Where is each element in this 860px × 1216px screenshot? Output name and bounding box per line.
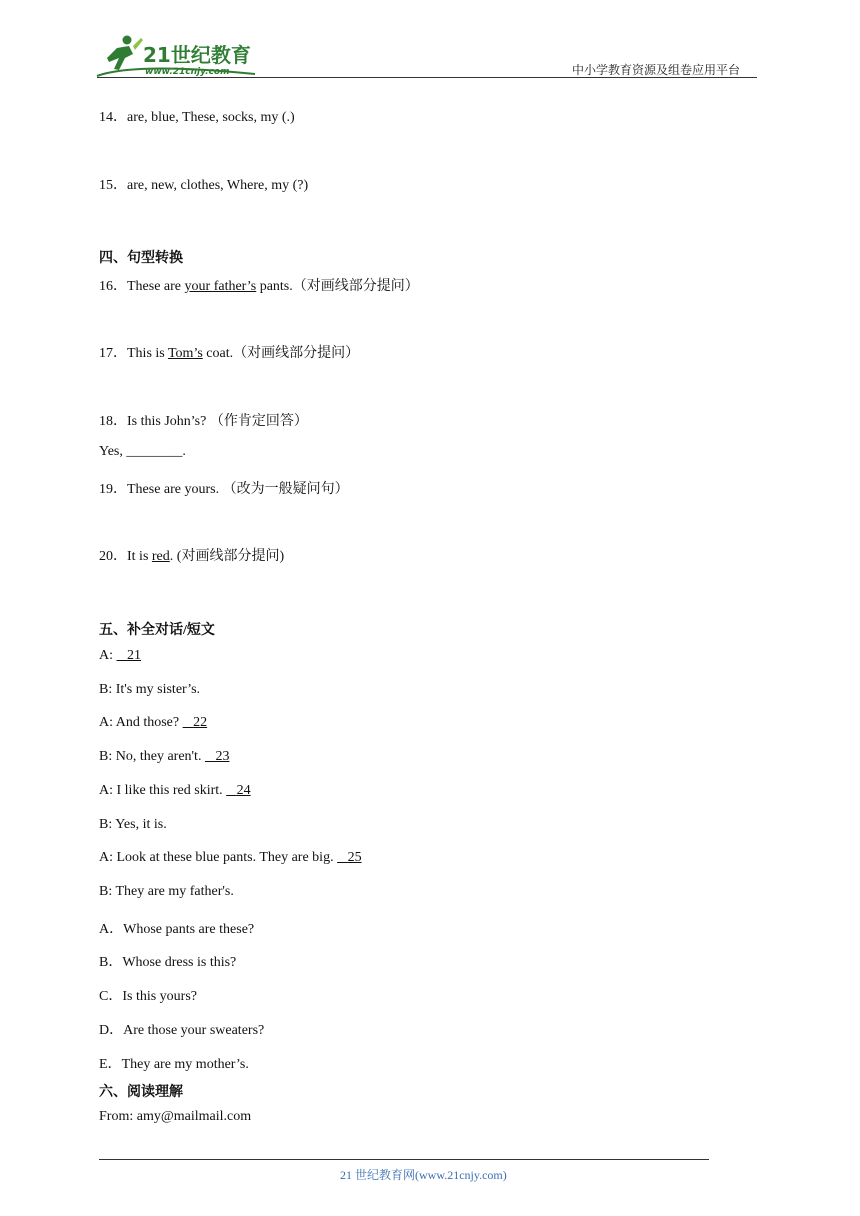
dialogue-blank: 22 — [193, 715, 208, 730]
question-text: are, blue, These, socks, my (.) — [127, 110, 295, 125]
dialogue-line — [99, 850, 362, 866]
question-20 — [99, 545, 284, 565]
dialogue-text: B: Yes, it is. — [99, 817, 167, 832]
question-14 — [99, 106, 295, 126]
section-title-5: 五、补全对话/短文 — [99, 623, 215, 638]
dialogue-text: A: — [99, 648, 117, 663]
dialogue-line — [99, 749, 229, 765]
section-title-4: 四、句型转换 — [99, 251, 183, 266]
option-item — [99, 951, 236, 971]
dialogue-text: A: And those? — [99, 715, 183, 730]
dialogue-text: A: Look at these blue pants. They are big. — [99, 850, 338, 865]
option-letter: D． — [99, 1023, 124, 1038]
question-instruction: coat.（对画线部分提问） — [202, 346, 360, 361]
option-text: Whose dress is this? — [122, 955, 237, 970]
question-number: 15． — [99, 178, 127, 193]
question-15 — [99, 174, 308, 194]
site-tagline: 中小学教育资源及组卷应用平台 — [572, 63, 741, 77]
option-text: Whose pants are these? — [123, 922, 255, 937]
underlined-phrase: Tom’s — [167, 346, 203, 361]
question-number: 19． — [99, 482, 127, 497]
question-text: are, new, clothes, Where, my (?) — [127, 178, 309, 193]
answer-prefix: Yes, — [99, 444, 127, 459]
question-17 — [99, 342, 359, 362]
dialogue-line — [99, 715, 207, 731]
question-number: 17． — [99, 346, 127, 361]
question-text: It is — [127, 549, 152, 564]
option-letter: B． — [99, 955, 123, 970]
question-number: 14． — [99, 110, 127, 125]
option-item — [99, 1053, 249, 1073]
logo-text: 21世纪教育 — [143, 43, 251, 67]
option-item — [99, 918, 254, 938]
answer-blank: ________ — [126, 444, 183, 459]
footer-link[interactable]: 21 世纪教育网(www.21cnjy.com) — [340, 1168, 507, 1182]
dialogue-line — [99, 884, 234, 900]
answer-line-18 — [99, 444, 186, 460]
email-from: From: amy@mailmail.com — [99, 1109, 252, 1124]
question-instruction: . (对画线部分提问) — [169, 549, 285, 564]
option-text: They are my mother’s. — [121, 1057, 249, 1072]
question-16 — [99, 275, 419, 295]
question-text: Is this John’s? （作肯定回答） — [127, 414, 308, 429]
dialogue-text: B: They are my father's. — [99, 884, 234, 899]
question-text: These are — [127, 279, 185, 294]
question-text: These are yours. （改为一般疑问句） — [127, 482, 349, 497]
option-text: Are those your sweaters? — [123, 1023, 265, 1038]
dialogue-text: B: No, they aren't. — [99, 749, 205, 764]
question-number: 16． — [99, 279, 127, 294]
dialogue-line — [99, 817, 167, 833]
header-divider — [97, 77, 757, 78]
option-item — [99, 1019, 264, 1039]
question-number: 18． — [99, 414, 127, 429]
answer-suffix: . — [182, 444, 186, 459]
dialogue-blank: 24 — [236, 783, 251, 798]
option-item — [99, 985, 197, 1005]
question-instruction: pants.（对画线部分提问） — [256, 279, 419, 294]
footer-divider — [99, 1159, 709, 1160]
option-letter: A． — [99, 922, 124, 937]
question-number: 20． — [99, 549, 127, 564]
question-text: This is — [127, 346, 168, 361]
dialogue-blank: 23 — [215, 749, 230, 764]
dialogue-blank: 25 — [347, 850, 362, 865]
question-19 — [99, 478, 349, 498]
option-text: Is this yours? — [122, 989, 198, 1004]
dialogue-line — [99, 648, 141, 664]
section-title-6: 六、阅读理解 — [99, 1085, 183, 1100]
underlined-phrase: your father’s — [184, 279, 257, 294]
dialogue-blank: 21 — [127, 648, 141, 663]
dialogue-text: B: It's my sister’s. — [99, 682, 201, 697]
option-letter: E． — [99, 1057, 122, 1072]
site-logo — [95, 32, 265, 80]
dialogue-text: A: I like this red skirt. — [99, 783, 227, 798]
dialogue-line — [99, 682, 200, 698]
underlined-phrase: red — [151, 549, 170, 564]
question-18 — [99, 410, 308, 430]
runner-logo-icon — [95, 32, 265, 80]
dialogue-line — [99, 783, 251, 799]
option-letter: C． — [99, 989, 123, 1004]
logo-url: www.21cnjy.com — [145, 67, 230, 77]
